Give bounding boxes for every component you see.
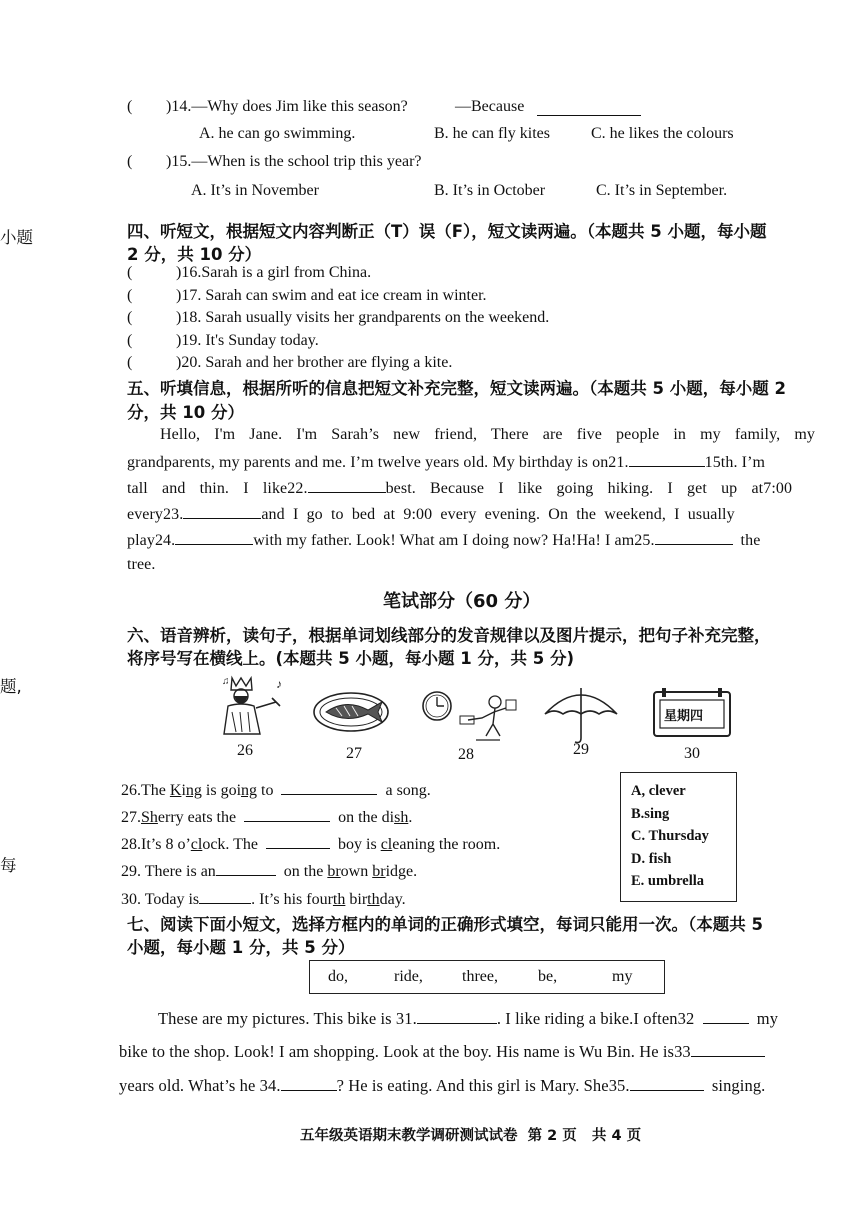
sec4-heading-line1: 四、听短文，根据短文内容判断正（T）误（F），短文读两遍。（本题共 5 小题，每小题 [127,222,767,241]
svg-text:♫: ♫ [222,676,230,687]
blank-32[interactable] [703,1009,749,1024]
blank-33[interactable] [691,1042,765,1057]
s29-text-c: own [340,863,373,880]
sec4-item-18-paren: ( [127,309,133,326]
page-footer: 五年级英语期末教学调研测试试卷 第 2 页 共 4 页 [300,1128,642,1144]
s30-text-b: . It’s his four [251,891,333,908]
q14-option-a: A. he can go swimming. [199,125,356,142]
s28-underline-cl: cl [190,836,203,853]
sec4-item-19: )19. It's Sunday today. [176,332,319,349]
q14-stem [166,98,408,116]
sec5-para-line1: Hello, I'm Jane. I'm Sarah’s new friend, There are five people in my family, my [160,426,815,443]
s27-underline-sh2: sh [394,809,409,826]
s30-underline-th2: th [367,891,380,908]
sentence-27 [121,807,412,827]
blank-35[interactable] [630,1076,704,1091]
word-ride: ride, [394,968,423,985]
sec5-p3-text: tall and thin. I like22. [127,480,308,497]
blank-27[interactable] [244,807,330,822]
s29-text-b: on the [283,863,328,880]
sec7-p1-middle: . I like riding a bike.I often32 [496,1009,695,1028]
s26-underline-ng2: ng [241,782,258,799]
sec5-para-line6: tree. [127,556,156,573]
sec4-item-16: )16.Sarah is a girl from China. [176,264,372,281]
option-d: D. fish [631,850,672,867]
blank-22[interactable] [308,478,386,493]
sec5-p4-text: every23. [127,506,184,523]
sec7-p3-text: years old. What’s he 34. [119,1076,281,1095]
sec5-para-line2 [127,452,765,472]
margin-fragment-2: 题, [0,677,22,696]
sec4-item-20: )20. Sarah and her brother are flying a kite. [176,354,453,371]
q15-paren-close: ) [166,153,172,170]
sec7-para-line2 [119,1042,765,1062]
sec5-para-line5 [127,530,760,550]
q15-option-a: A. It’s in November [191,182,319,199]
sec7-para-line1 [158,1009,778,1029]
pic-label-30: 30 [684,745,700,762]
sec5-para-line3 [127,478,792,498]
sec5-p2-text: grandparents, my parents and me. I’m twelve years old. My birthday is on21. [127,454,629,471]
sec4-item-19-paren: ( [127,332,133,349]
blank-26[interactable] [281,780,377,795]
sec5-heading-line2: 分，共 10 分） [127,403,244,422]
sec5-para-line4 [127,504,735,524]
s27-text-a: 27. [121,809,141,826]
s26-text-c: is goi [201,782,242,799]
sec7-para-line3 [119,1076,765,1096]
option-e: E. umbrella [631,873,705,889]
margin-fragment-3: 每 [0,856,17,875]
margin-fragment-1: 小题 [0,228,33,247]
s28-underline-cl2: cl [380,836,393,853]
word-my: my [612,968,633,985]
pic-label-26: 26 [237,742,253,759]
sec5-p5-tail: the [740,532,761,549]
clock-boy-cleaning-picture [420,690,520,746]
q14-option-b: B. he can fly kites [434,125,550,142]
sec4-item-20-paren: ( [127,354,133,371]
sentence-29 [121,861,417,881]
fish-on-plate-picture [312,688,390,734]
sec4-item-17-paren: ( [127,287,133,304]
sec5-p3-tail: best. Because I like going hiking. I get up at7:00 [385,480,793,497]
word-be: be, [538,968,558,985]
q14-answer-prefix: —Because [455,98,525,115]
q15-stem-text: 15.—When is the school trip this year? [171,153,422,170]
sec6-heading-line2: 将序号写在横线上。(本题共 5 小题，每小题 1 分，共 5 分) [127,649,574,668]
umbrella-picture [542,684,620,746]
sec5-p5-text: play24. [127,532,176,549]
sec7-word-box [309,960,665,994]
calendar-day-text: 星期四 [664,709,704,724]
sec7-p1-text: These are my pictures. This bike is 31. [158,1009,417,1028]
pic-label-27: 27 [346,745,362,762]
sec7-p3-middle: ? He is eating. And this girl is Mary. She35. [336,1076,630,1095]
blank-21[interactable] [629,452,705,467]
s26-underline-ng: ng [185,782,202,799]
blank-34[interactable] [281,1076,337,1091]
option-a: A, clever [631,783,686,799]
sec6-options-box [620,772,737,902]
option-c: C. Thursday [631,828,709,844]
s26-text-b: i [181,782,186,799]
q15-option-b: B. It’s in October [434,182,546,199]
q15-option-c: C. It’s in September. [596,182,728,199]
s27-underline-sh: Sh [141,809,158,826]
s30-text-c: bir [345,891,368,908]
sec4-item-17: )17. Sarah can swim and eat ice cream in winter. [176,287,487,304]
s26-underline-k: K [169,782,182,799]
sec7-p2-text: bike to the shop. Look! I am shopping. Look at the boy. His name is Wu Bin. He is33 [119,1042,691,1061]
sec4-heading-line2: 2 分，共 10 分） [127,245,262,264]
blank-25[interactable] [655,530,733,545]
sec5-p4-tail: and I go to bed at 9:00 every evening. On the weekend, I usually [261,506,735,523]
blank-23[interactable] [183,504,261,519]
sentence-28 [121,834,500,854]
blank-30[interactable] [199,889,251,904]
blank-31[interactable] [417,1009,497,1024]
word-do: do, [328,968,348,985]
s30-text-a: 30. Today is [121,891,200,908]
blank-29[interactable] [216,861,276,876]
s30-underline-th: th [332,891,346,908]
s29-text-d: idge. [385,863,418,880]
sec4-item-18: )18. Sarah usually visits her grandparents on the weekend. [176,309,550,326]
blank-24[interactable] [175,530,253,545]
q14-answer-blank[interactable] [537,101,641,116]
s26-text-d: to [257,782,274,799]
sec7-heading-line1: 七、阅读下面小短文，选择方框内的单词的正确形式填空，每词只能用一次。（本题共 5 [127,915,763,934]
q14-paren-open: ( [127,98,133,115]
q14-paren-close: ) [166,98,172,115]
option-b: B.sing [631,805,670,822]
pic-label-29: 29 [573,741,589,758]
sec4-item-16-paren: ( [127,264,133,281]
q14-stem-text: 14.—Why does Jim like this season? [171,98,408,115]
s27-text-c: on the di [338,809,395,826]
s27-text-b: erry eats the [157,809,237,826]
sentence-26 [121,780,431,800]
s29-underline-br2: br [372,863,386,880]
blank-28[interactable] [266,834,330,849]
s26-text-e: a song. [385,782,431,799]
s27-text-d: . [408,809,413,826]
sec5-p5-middle: with my father. Look! What am I doing now? Ha!Ha! I am25. [253,532,655,549]
sec6-heading-line1: 六、语音辨析，读句子，根据单词划线部分的发音规律以及图片提示，把句子补充完整， [127,626,771,645]
s28-text-d: eaning the room. [392,836,501,853]
s29-text-a: 29. There is an [121,863,216,880]
written-part-title: 笔试部分（60 分） [383,591,541,612]
sentence-30 [121,889,406,909]
s26-text-a: 26.The [121,782,170,799]
q15-paren-open: ( [127,153,133,170]
king-singing-picture [214,672,294,740]
word-three: three, [462,968,498,985]
q14-option-c: C. he likes the colours [591,125,734,142]
s28-text-c: boy is [338,836,381,853]
sec7-p1-tail: my [756,1009,779,1028]
s30-text-d: day. [379,891,406,908]
pic-label-28: 28 [458,746,474,763]
sec7-heading-line2: 小题，每小题 1 分，共 5 分） [127,938,355,957]
s28-text-b: ock. The [202,836,259,853]
sec5-heading-line1: 五、听填信息，根据所听的信息把短文补充完整，短文读两遍。（本题共 5 小题，每小题 2 [127,379,786,398]
s29-underline-br: br [327,863,341,880]
sec5-p2-tail: 15th. I’m [704,454,766,471]
sec7-p3-tail: singing. [711,1076,766,1095]
calendar-picture [652,688,732,738]
s28-text-a: 28.It’s 8 o’ [121,836,191,853]
q15-stem [166,153,422,171]
svg-text:♪: ♪ [276,677,282,691]
